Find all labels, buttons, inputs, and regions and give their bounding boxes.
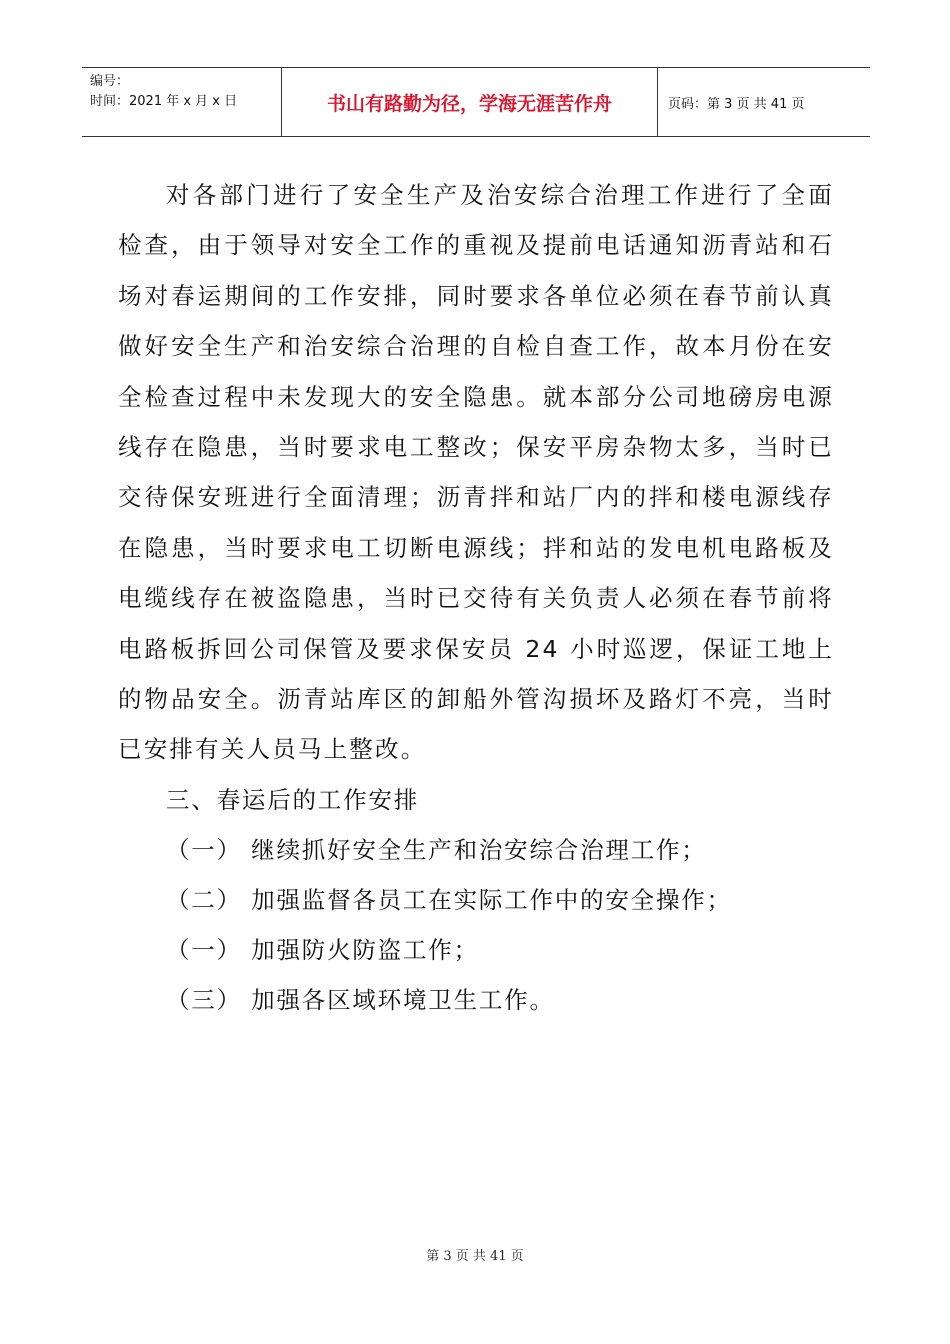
body-paragraph: 对各部门进行了安全生产及治安综合治理工作进行了全面检查，由于领导对安全工作的重视及提前电话通知沥青站和石场对春运期间的工作安排，同时要求各单位必须在春节前认真做好安全生产和治安综合治理的自检自查工作，故本月份在安全检查过程中未发现大的安全隐患。就本部分公司地磅房电源线存在隐患，当时要求电工整改；保安平房杂物太多，当时已交待保安班进行全面清理；沥青拌和站厂内的拌和楼电源线存在隐患，当时要求电工切断电源线；拌和站的发电机电路板及电缆线存在被盗隐患，当时已交待有关负责人必须在春节前将电路板拆回公司保管及要求保安员 24 小时巡逻，保证工地上的物品安全。沥青站库区的卸船外管沟损坏及路灯不亮，当时已安排有关人员马上整改。 [118, 181, 834, 764]
list-item: （一） 继续抓好安全生产和治安综合治理工作； [166, 835, 707, 864]
list-item: （二） 加强监督各员工在实际工作中的安全操作； [166, 885, 732, 914]
section-heading: 三、春运后的工作安排 [166, 785, 419, 814]
document-body [118, 170, 834, 1025]
header-page-number: 页码：第 3 页 共 41 页 [668, 96, 805, 112]
document-date-label: 时间：2021 年 x 月 x 日 [90, 94, 238, 109]
header-meta [82, 68, 282, 136]
list-item: （一） 加强防火防盗工作； [166, 935, 479, 964]
list-item: （三） 加强各区域环境卫生工作。 [166, 985, 555, 1014]
page-footer: 第 3 页 共 41 页 [426, 1249, 524, 1264]
header-motto: 书山有路勤为径，学海无涯苦作舟 [282, 68, 658, 136]
document-number-label: 编号： [90, 74, 130, 89]
page-header [82, 67, 870, 137]
